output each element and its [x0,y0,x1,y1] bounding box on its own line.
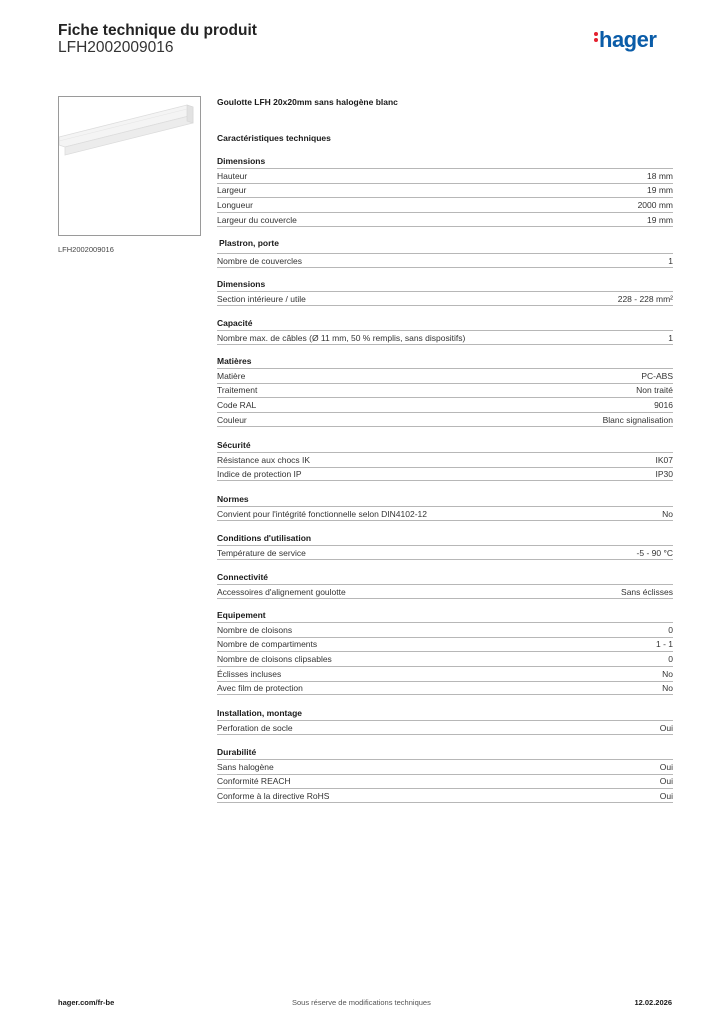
spec-value: 0 [668,653,673,664]
spec-label: Largeur du couvercle [217,214,297,225]
cable-trunking-illustration [59,97,200,235]
spec-row [217,759,673,774]
spec-row [217,666,673,681]
spec-row [217,383,673,398]
spec-label: Sans halogène [217,761,274,772]
product-image [58,96,201,236]
spec-label: Largeur [217,185,247,196]
spec-row [217,584,673,599]
spec-row [217,788,673,803]
spec-row [217,168,673,183]
spec-value: 19 mm [647,214,673,225]
spec-row [217,183,673,198]
spec-row [217,197,673,212]
spec-value: 0 [668,624,673,635]
spec-group-title: Durabilité [217,747,257,757]
spec-row [217,291,673,306]
spec-group-title: Matières [217,356,252,366]
spec-group-title: Conditions d'utilisation [217,533,312,543]
product-reference: LFH2002009016 [58,39,174,56]
spec-label: Résistance aux chocs IK [217,454,311,465]
spec-group-title: Equipement [217,610,266,620]
spec-label: Longueur [217,199,253,210]
spec-label: Convient pour l'intégrité fonctionnelle selon DIN4102-12 [217,508,428,519]
spec-row [217,412,673,427]
spec-row [217,467,673,482]
spec-group-title: Sécurité [217,440,251,450]
spec-label: Éclisses incluses [217,668,282,679]
technical-characteristics-heading: Caractéristiques techniques [217,133,331,143]
spec-value: 1 [668,332,673,343]
spec-label: Conforme à la directive RoHS [217,790,330,801]
spec-group-title: Installation, montage [217,708,303,718]
spec-label: Hauteur [217,170,248,181]
spec-value: Oui [659,790,673,801]
spec-group-title: Dimensions [217,156,266,166]
spec-label: Nombre max. de câbles (Ø 11 mm, 50 % remplis, sans dispositifs) [217,332,466,343]
spec-row [217,720,673,735]
spec-value: -5 - 90 °C [636,547,673,558]
spec-value: No [662,508,673,519]
spec-label: Nombre de cloisons clipsables [217,653,332,664]
spec-label: Indice de protection IP [217,469,302,480]
spec-group-title: Connectivité [217,572,269,582]
spec-row [217,545,673,560]
spec-label: Nombre de couvercles [217,255,303,266]
spec-row [217,330,673,345]
spec-value: IK07 [655,454,673,465]
spec-value: 1 - 1 [655,639,673,650]
spec-group-title: Capacité [217,318,253,328]
spec-value: Blanc signalisation [602,414,673,425]
spec-value: IP30 [655,469,673,480]
spec-value: PC-ABS [641,370,673,381]
spec-row [217,651,673,666]
spec-row [217,368,673,383]
image-caption: LFH2002009016 [58,245,114,254]
spec-value: Oui [659,722,673,733]
page-title: Fiche technique du produit [58,22,257,39]
spec-value: 228 - 228 mm² [617,293,673,304]
spec-row [217,212,673,227]
product-name: Goulotte LFH 20x20mm sans halogène blanc [217,97,398,107]
spec-label: Température de service [217,547,306,558]
spec-value: Oui [659,761,673,772]
spec-row [217,774,673,789]
spec-value: 19 mm [647,185,673,196]
spec-label: Traitement [217,385,258,396]
spec-row [217,253,673,268]
spec-label: Couleur [217,414,247,425]
footer-website: hager.com/fr-be [58,998,115,1007]
spec-label: Section intérieure / utile [217,293,306,304]
hager-logo [594,27,656,53]
spec-label: Avec film de protection [217,683,303,694]
spec-value: Oui [659,776,673,787]
spec-group-title: Plastron, porte [219,238,279,248]
spec-row [217,681,673,696]
footer-date: 12.02.2026 [634,998,672,1007]
spec-value: Sans éclisses [621,586,673,597]
spec-label: Matière [217,370,246,381]
footer-notice: Sous réserve de modifications techniques [292,998,431,1007]
spec-value: Non traité [636,385,673,396]
spec-row [217,637,673,652]
spec-group-title: Dimensions [217,279,266,289]
spec-value: No [662,668,673,679]
spec-group-title: Normes [217,494,249,504]
spec-label: Nombre de cloisons [217,624,293,635]
spec-row [217,397,673,412]
spec-value: 9016 [654,399,673,410]
spec-row [217,622,673,637]
logo-text: hager [599,27,657,52]
spec-value: No [662,683,673,694]
spec-label: Code RAL [217,399,257,410]
spec-label: Accessoires d'alignement goulotte [217,586,346,597]
spec-row [217,452,673,467]
spec-label: Conformité REACH [217,776,291,787]
spec-value: 18 mm [647,170,673,181]
spec-label: Perforation de socle [217,722,293,733]
spec-row [217,506,673,521]
spec-label: Nombre de compartiments [217,639,318,650]
spec-value: 1 [668,255,673,266]
spec-value: 2000 mm [637,199,673,210]
